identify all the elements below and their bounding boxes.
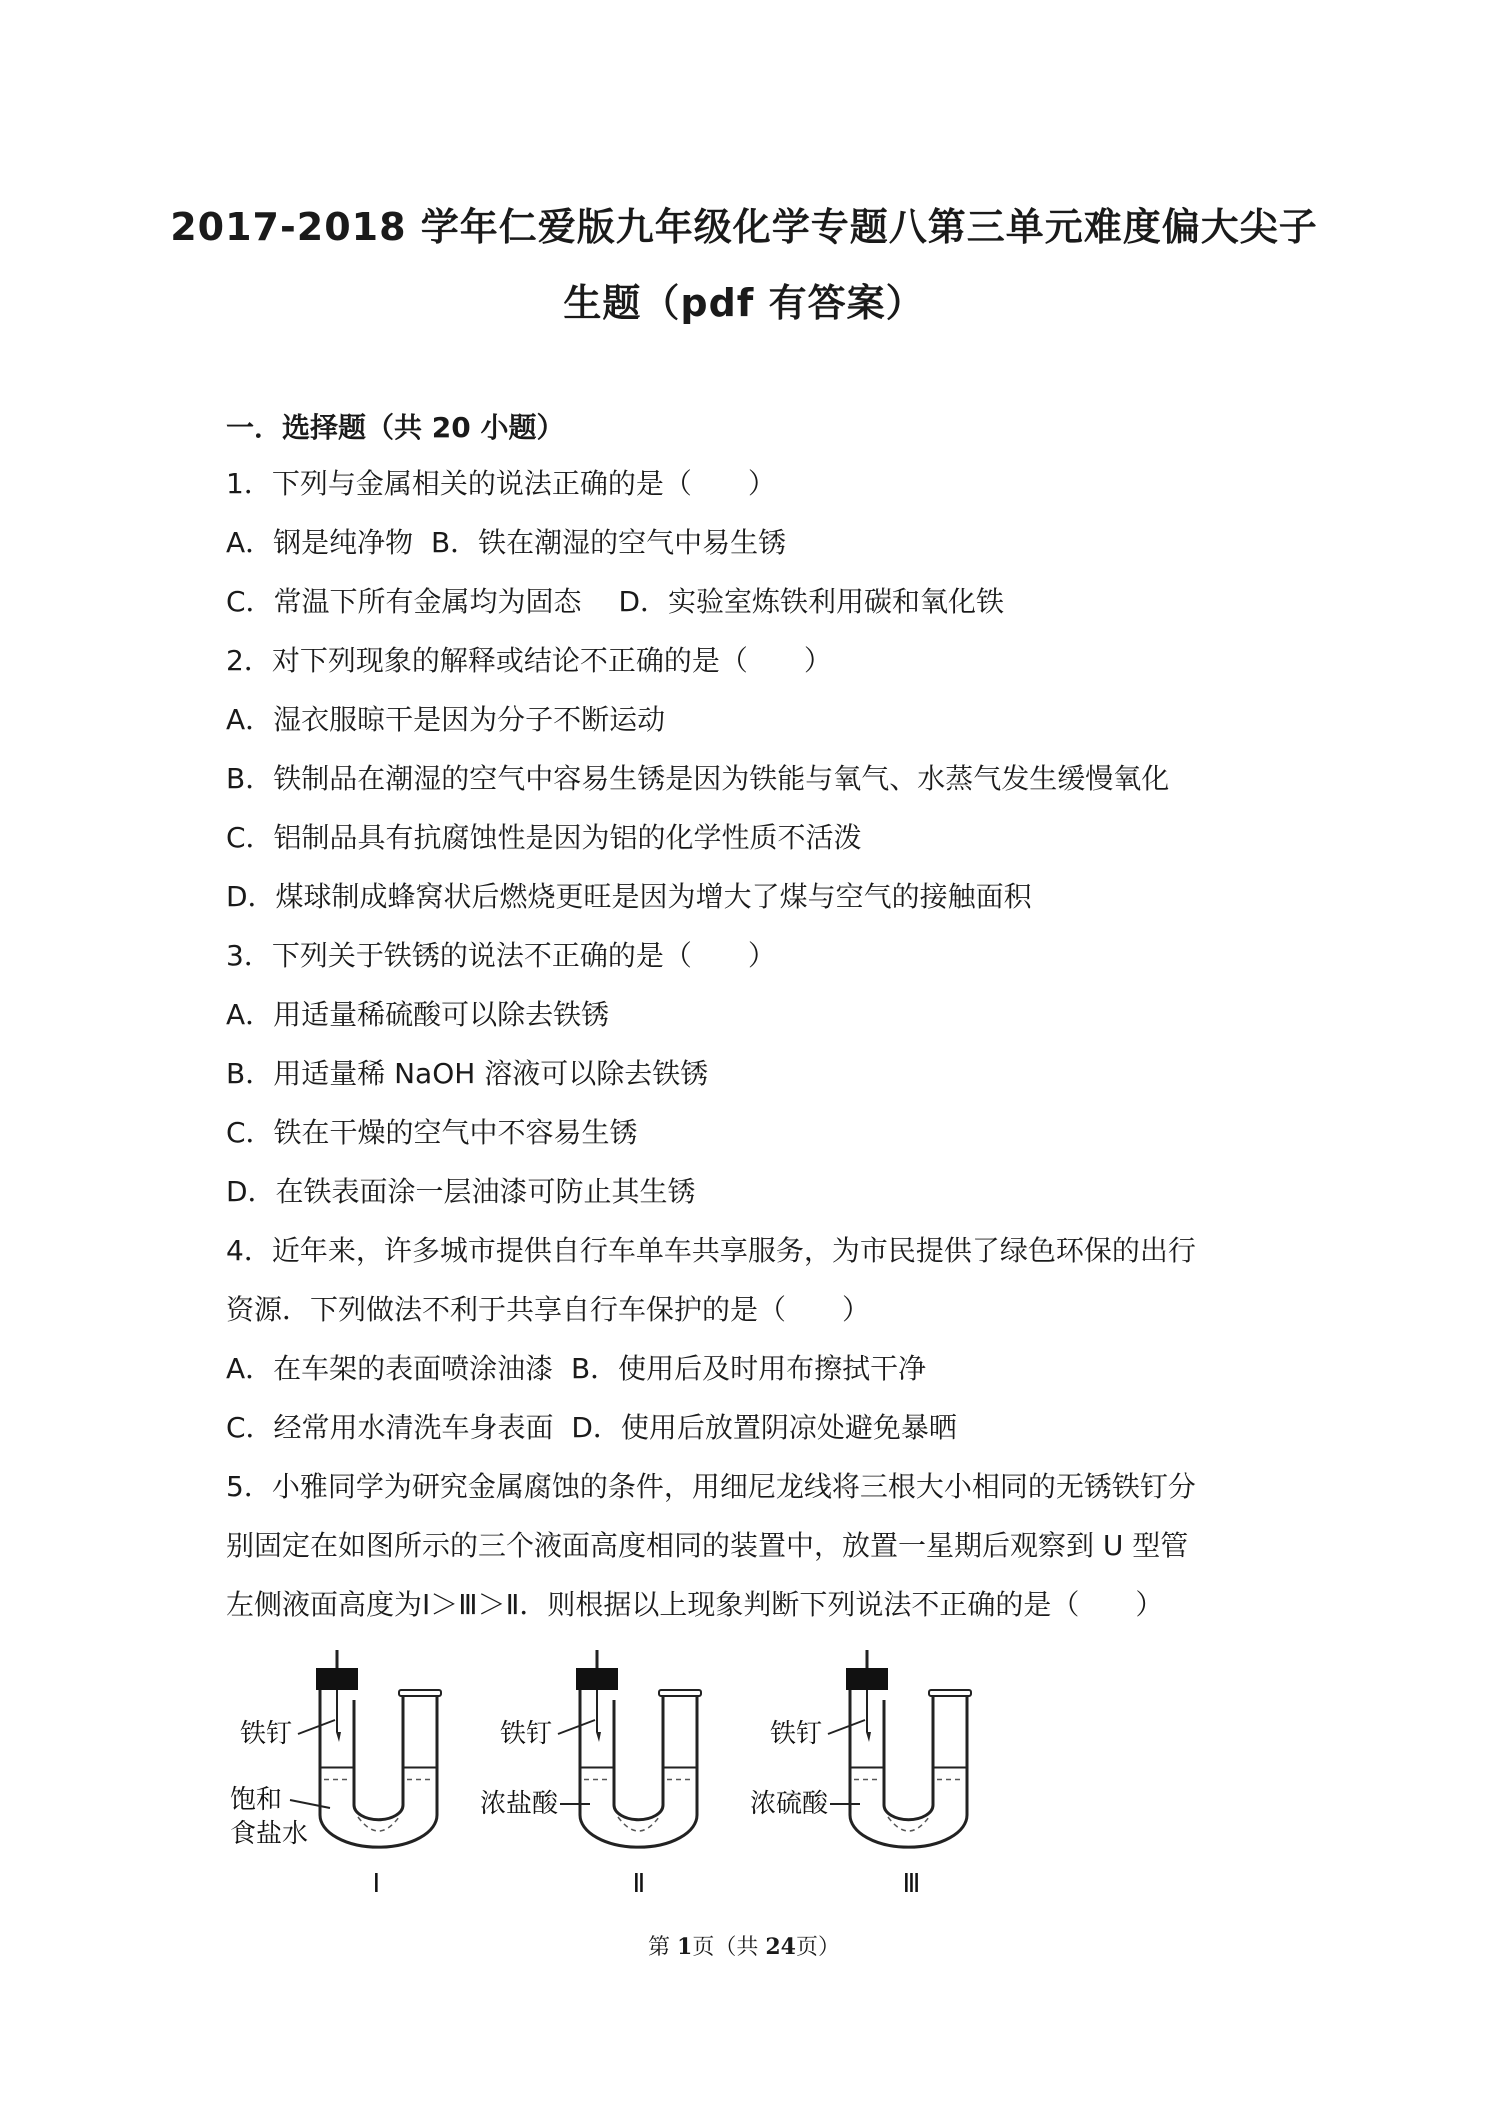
stopper: [316, 1668, 358, 1690]
u-tube-figure: [220, 1650, 1020, 1904]
document-title-line-1: 2017-2018 学年仁爱版九年级化学专题八第三单元难度偏大尖子: [170, 205, 1318, 249]
page-total: 24: [765, 1934, 796, 1960]
question-line: C．铁在干燥的空气中不容易生锈: [226, 1116, 638, 1149]
liquid-label: 浓盐酸: [480, 1789, 559, 1819]
nail-tip: [866, 1732, 871, 1742]
question-line: D．煤球制成蜂窝状后燃烧更旺是因为增大了煤与空气的接触面积: [226, 880, 1032, 913]
question-line: 4．近年来，许多城市提供自行车单车共享服务，为市民提供了绿色环保的出行: [226, 1234, 1196, 1267]
footer-prefix: 第: [648, 1935, 678, 1960]
question-line: A．湿衣服晾干是因为分子不断运动: [226, 703, 666, 736]
tube-lip: [399, 1690, 441, 1696]
nail-label: 铁钉: [500, 1719, 553, 1749]
section-heading: 一．选择题（共 20 小题）: [226, 411, 565, 444]
question-line: D．在铁表面涂一层油漆可防止其生锈: [226, 1175, 696, 1208]
liquid-label: 饱和: [230, 1785, 283, 1815]
question-line: A．钢是纯净物 B．铁在潮湿的空气中易生锈: [226, 526, 787, 559]
question-line: A．用适量稀硫酸可以除去铁锈: [226, 998, 610, 1031]
question-line: 1．下列与金属相关的说法正确的是（ ）: [226, 467, 776, 500]
tube-bottom-inner: [614, 1805, 663, 1820]
nail-label-leader: [558, 1720, 595, 1734]
liquid-label-leader: [290, 1800, 330, 1808]
nail-tip: [336, 1732, 341, 1742]
question-line: B．用适量稀 NaOH 溶液可以除去铁锈: [226, 1057, 709, 1090]
footer-middle: 页（共: [692, 1935, 766, 1960]
page-footer: [0, 1930, 1488, 1961]
question-line: 2．对下列现象的解释或结论不正确的是（ ）: [226, 644, 832, 677]
stopper: [576, 1668, 618, 1690]
question-line: C．常温下所有金属均为固态 D．实验室炼铁利用碳和氧化铁: [226, 585, 1005, 618]
question-line: 5．小雅同学为研究金属腐蚀的条件，用细尼龙线将三根大小相同的无锈铁钉分: [226, 1470, 1196, 1503]
question-line: C．铝制品具有抗腐蚀性是因为铝的化学性质不活泼: [226, 821, 862, 854]
tube-lip: [659, 1690, 701, 1696]
apparatus-numeral: Ⅰ: [372, 1869, 381, 1899]
question-line: C．经常用水清洗车身表面 D．使用后放置阴凉处避免暴晒: [226, 1411, 957, 1444]
apparatus-2: [480, 1650, 701, 1899]
question-line: B．铁制品在潮湿的空气中容易生锈是因为铁能与氧气、水蒸气发生缓慢氧化: [226, 762, 1170, 795]
tube-lip: [929, 1690, 971, 1696]
apparatus-3: [750, 1650, 971, 1899]
question-line: 左侧液面高度为Ⅰ＞Ⅲ＞Ⅱ．则根据以上现象判断下列说法不正确的是（ ）: [226, 1588, 1164, 1621]
nail-tip: [596, 1732, 601, 1742]
question-line: A．在车架的表面喷涂油漆 B．使用后及时用布擦拭干净: [226, 1352, 927, 1385]
tube-bottom-inner: [354, 1805, 403, 1820]
footer-suffix: 页）: [795, 1935, 840, 1960]
nail-label: 铁钉: [770, 1719, 823, 1749]
liquid-label: 食盐水: [230, 1819, 309, 1849]
tube-bottom-inner: [884, 1805, 933, 1820]
question-line: 3．下列关于铁锈的说法不正确的是（ ）: [226, 939, 776, 972]
nail-label-leader: [828, 1720, 865, 1734]
u-tube-diagram: [220, 1650, 1020, 1900]
liquid-label: 浓硫酸: [750, 1789, 829, 1819]
apparatus-1: [230, 1650, 441, 1899]
nail-label-leader: [298, 1720, 335, 1734]
stopper: [846, 1668, 888, 1690]
question-line: 别固定在如图所示的三个液面高度相同的装置中，放置一星期后观察到 U 型管: [226, 1529, 1189, 1562]
question-line: 资源．下列做法不利于共享自行车保护的是（ ）: [226, 1293, 871, 1326]
page-number: 1: [677, 1934, 693, 1960]
nail-label: 铁钉: [240, 1719, 293, 1749]
document-title-line-2: 生题（pdf 有答案）: [563, 281, 925, 325]
apparatus-numeral: Ⅲ: [902, 1869, 921, 1899]
apparatus-numeral: Ⅱ: [632, 1869, 646, 1899]
